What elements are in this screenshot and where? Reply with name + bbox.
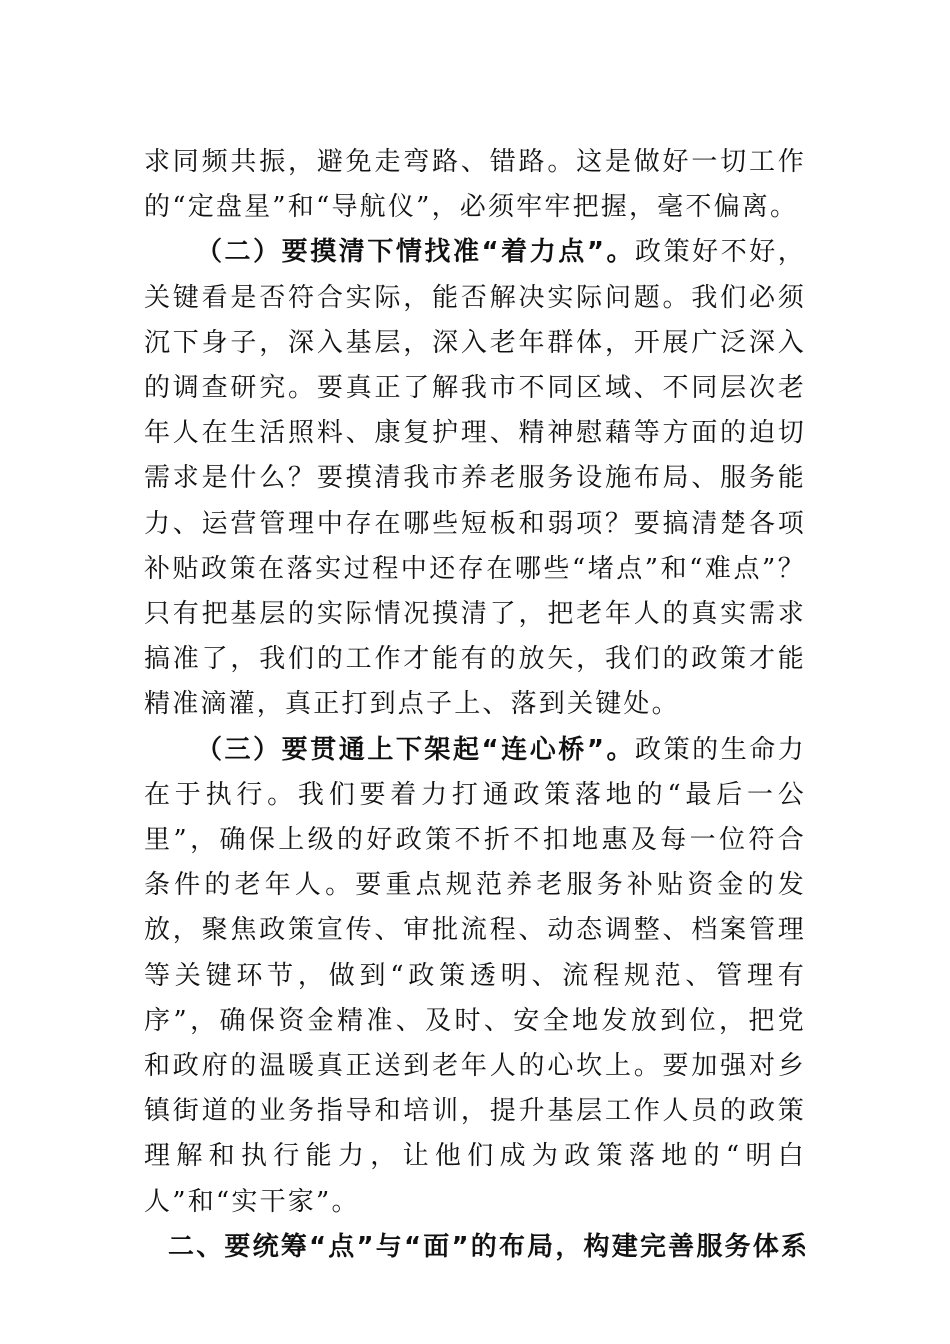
paragraph-continuation: 求同频共振，避免走弯路、错路。这是做好一切工作的“定盘星”和“导航仪”，必须牢牢把握，毫不偏离。	[144, 147, 806, 223]
sub-point-3-body: 政策的生命力在于执行。我们要着力打通政策落地的“最后一公里”，确保上级的好政策不折不扣地惠及每一位符合条件的老年人。要重点规范养老服务补贴资金的发放，聚焦政策宣传、审批流程、动态调整、档案管理等关键环节，做到“政策透明、流程规范、管理有序”，确保资金精准、及时、安全地发放到位，把党和政府的温暖真正送到老年人的心坎上。要加强对乡镇街道的业务指导和培训，提升基层工作人员的政策理解和执行能力，让他们成为政策落地的“明白人”和“实干家”。	[144, 734, 806, 1217]
section-heading: 二、要统筹“点”与“面”的布局，构建完善服务体系	[168, 1231, 810, 1262]
document-body	[144, 140, 810, 1270]
paragraph-sub-point-3	[144, 728, 806, 1225]
sub-point-2-heading: （二）要摸清下情找准“着力点”。	[196, 237, 636, 268]
sub-point-3-heading: （三）要贯通上下架起“连心桥”。	[196, 734, 636, 765]
paragraph-sub-point-2	[144, 230, 806, 727]
sub-point-2-body: 政策好不好，关键看是否符合实际，能否解决实际问题。我们必须沉下身子，深入基层，深入老年群体，开展广泛深入的调查研究。要真正了解我市不同区域、不同层次老年人在生活照料、康复护理、精神慰藉等方面的迫切需求是什么？要摸清我市养老服务设施布局、服务能力、运营管理中存在哪些短板和弱项？要搞清楚各项补贴政策在落实过程中还存在哪些“堵点”和“难点”？只有把基层的实际情况摸清了，把老年人的真实需求搞准了，我们的工作才能有的放矢，我们的政策才能精准滴灌，真正打到点子上、落到关键处。	[144, 237, 806, 720]
